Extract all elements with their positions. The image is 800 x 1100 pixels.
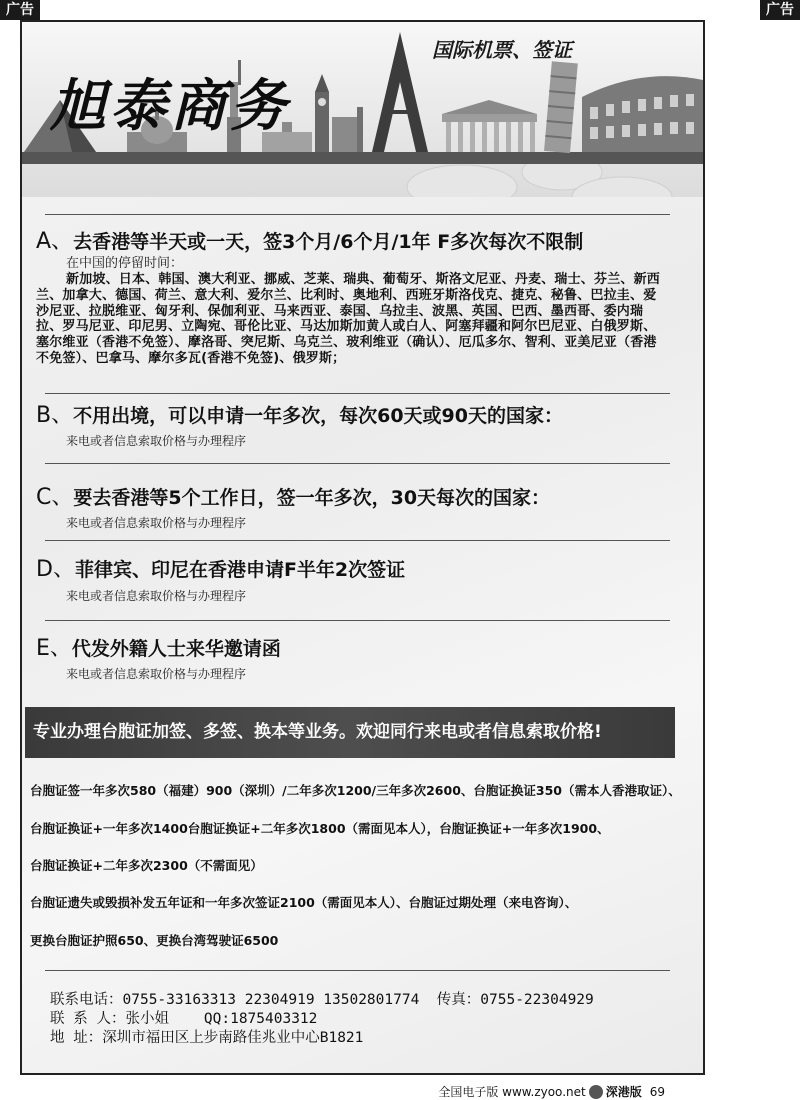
divider [45,214,670,215]
address: 深圳市福田区上步南路佳兆业中心B1821 [102,1030,364,1046]
fax-number: 0755-22304929 [480,992,594,1008]
divider [45,620,670,621]
section-b-letter: B、 [36,403,74,428]
section-d-title [36,552,405,583]
section-b-text: 不用出境，可以申请一年多次，每次60天或90天的国家： [73,405,563,427]
brand-title: 旭泰商务 [50,73,290,139]
page-number: 69 [649,1085,665,1099]
section-d-note: 来电或者信息索取价格与办理程序 [66,589,247,603]
stay-duration-label: 在中国的停留时间： [66,256,184,271]
section-c-note: 来电或者信息索取价格与办理程序 [66,516,247,530]
section-e-letter: E、 [36,636,72,661]
person-label: 联 系 人： [50,1011,126,1027]
contact-person: 张小姐 [125,1011,169,1027]
ad-tag-right: 广告 [760,0,800,20]
divider [45,970,670,971]
price-line-3: 台胞证换证+二年多次2300（不需面见） [30,858,263,873]
section-a-title [36,224,583,255]
price-line-4: 台胞证遗失或毁损补发五年证和一年多次签证2100（需面见本人）、台胞证过期处理（来电咨询）、 [30,895,578,910]
price-line-1: 台胞证签一年多次580（福建）900（深圳）/二年多次1200/三年多次2600、台胞证换证350（需本人香港取证）、 [30,783,681,798]
edition-badge-icon [589,1085,603,1099]
services-caption: 国际机票、签证 [432,38,572,62]
section-d-text: 菲律宾、印尼在香港申请F半年2次签证 [74,559,406,581]
contact-address-row [50,1026,363,1047]
fax-label: 传真： [436,992,481,1008]
section-e-note: 来电或者信息索取价格与办理程序 [66,667,247,681]
section-e-text: 代发外籍人士来华邀请函 [71,638,281,660]
section-c-text: 要去香港等5个工作日，签一年多次，30天每次的国家： [73,487,551,509]
section-c-title [36,480,550,511]
divider [45,463,670,464]
page-footer [438,1083,665,1100]
promo-banner: 专业办理台胞证加签、多签、换本等业务。欢迎同行来电或者信息索取价格! [25,707,675,758]
qq-label: QQ: [203,1011,231,1027]
banner [22,22,703,197]
footer-region: 深港版 [605,1085,642,1099]
section-a-text: 去香港等半天或一天，签3个月/6个月/1年 F多次每次不限制 [73,231,584,253]
section-d-letter: D、 [36,557,75,582]
section-a-letter: A、 [36,229,74,254]
qq-number: 1875403312 [230,1011,318,1027]
price-line-5: 更换台胞证护照650、更换台湾驾驶证6500 [30,933,279,948]
contact-phone-row [50,988,594,1009]
section-c-letter: C、 [36,485,74,510]
phone-label: 联系电话： [50,992,123,1008]
price-line-2: 台胞证换证+一年多次1400台胞证换证+二年多次1800（需面见本人），台胞证换证+一年多次1900、 [30,821,610,836]
country-list: 新加坡、日本、韩国、澳大利亚、挪威、芝莱、瑞典、葡萄牙、斯洛文尼亚、丹麦、瑞士、芬兰、新西兰、加拿大、德国、荷兰、意大利、爱尔兰、比利时、奥地利、西班牙斯洛伐克、捷克、秘鲁、巴拉圭、爱沙尼亚、拉脱维亚、匈牙利、保伽利亚、马来西亚、泰国、乌拉圭、波黑、英国、巴西、墨西哥、委内瑞拉、罗马尼亚、印尼男、立陶宛、哥伦比亚、马达加斯加黄人或白人、阿塞拜疆和阿尔巴尼亚、白俄罗斯、塞尔维亚（香港不免签）、摩洛哥、突尼斯、乌克兰、玻利维亚（确认）、厄瓜多尔、智利、亚美尼亚（香港不免签）、巴拿马、摩尔多瓦(香港不免签)、俄罗斯； [36,272,661,366]
section-b-title [36,398,563,429]
ad-frame [20,20,705,1075]
section-e-title [36,631,281,662]
footer-site: 全国电子版 www.zyoo.net [438,1085,586,1099]
divider [45,393,670,394]
divider [45,540,670,541]
phone-numbers: 0755-33163313 22304919 13502801774 [122,992,420,1008]
address-label: 地 址： [50,1030,103,1046]
ad-tag-left: 广告 [0,0,40,20]
section-b-note: 来电或者信息索取价格与办理程序 [66,434,247,448]
contact-person-row [50,1007,317,1028]
